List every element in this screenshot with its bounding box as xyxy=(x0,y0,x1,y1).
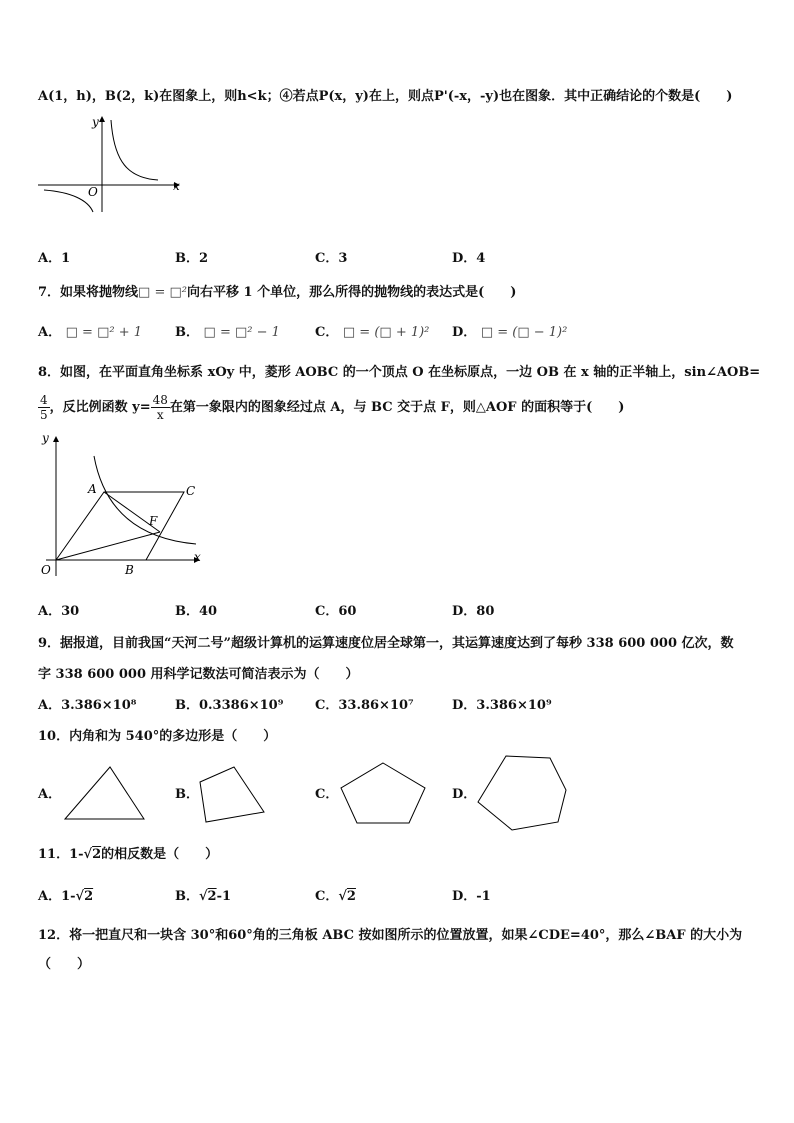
q7-option-c[interactable]: C． □ = (□ + 1)² xyxy=(315,325,430,340)
q8-option-c[interactable]: C．60 xyxy=(315,604,357,619)
q6-origin-label: O xyxy=(88,185,98,199)
q6-y-label: y xyxy=(92,115,99,129)
q6-option-a[interactable]: A．1 xyxy=(38,251,71,266)
q11-option-d[interactable]: D．-1 xyxy=(452,889,491,904)
q7-formula: □ = □² xyxy=(138,285,187,300)
q8-option-b[interactable]: B．40 xyxy=(175,604,218,619)
q6-option-b[interactable]: B．2 xyxy=(175,251,209,266)
q9-option-a[interactable]: A．3.386×10⁸ xyxy=(38,698,137,713)
q9-option-c[interactable]: C．33.86×10⁷ xyxy=(315,698,414,713)
q8-origin-label: O xyxy=(41,563,51,577)
q8-line2: $\frac{4}{5}$ ，反比例函数 y= $\frac{48}{x}$ 在第一象限内的图象经过点 A，与 BC 交于点 F，则△AOF 的面积等于( ) xyxy=(40,393,625,422)
q6-option-c[interactable]: C．3 xyxy=(315,251,348,266)
q11-text: 11．1-√2的相反数是（ ） xyxy=(38,847,219,862)
q9-option-b[interactable]: B．0.3386×10⁹ xyxy=(175,698,284,713)
q8-sin-fraction: $\frac{4}{5}$ xyxy=(40,393,48,422)
q11-option-c[interactable]: C．√2 xyxy=(315,889,356,904)
q11-option-a[interactable]: A．1-√2 xyxy=(38,889,94,904)
sqrt-icon: √2 xyxy=(338,889,356,904)
q6-x-label: x xyxy=(173,179,180,193)
q10-option-d[interactable]: D． xyxy=(452,787,477,802)
hexagon-shape xyxy=(474,752,570,834)
q9-option-d[interactable]: D．3.386×10⁹ xyxy=(452,698,552,713)
q10-option-c[interactable]: C． xyxy=(315,787,339,802)
q6-text: A(1，h)，B(2，k)在图象上，则h<k；④若点P(x，y)在上，则点P'(-x，-y)也在图象．其中正确结论的个数是( ) xyxy=(38,89,733,104)
q8-x-label: x xyxy=(194,550,201,564)
triangle-shape xyxy=(62,764,147,822)
q8-option-a[interactable]: A．30 xyxy=(38,604,80,619)
q7-stem: 7．如果将抛物线□ = □²向右平移 1 个单位，那么所得的抛物线的表达式是( ) xyxy=(38,285,517,300)
q8-option-d[interactable]: D．80 xyxy=(452,604,495,619)
q12-line1: 12．将一把直尺和一块含 30°和60°角的三角板 ABC 按如图所示的位置放置，如果∠CDE=40°，那么∠BAF 的大小为 xyxy=(38,928,743,943)
q6-option-d[interactable]: D．4 xyxy=(452,251,486,266)
q8-function-fraction: $\frac{48}{x}$ xyxy=(152,393,168,422)
q9-line2: 字 338 600 000 用科学记数法可简洁表示为（ ） xyxy=(38,667,359,682)
q7-option-b[interactable]: B． □ = □² − 1 xyxy=(175,325,280,340)
q9-line1: 9．据报道，目前我国“天河二号”超级计算机的运算速度位居全球第一，其运算速度达到了每秒 338 600 000 亿次，数 xyxy=(38,636,734,651)
q10-option-a[interactable]: A． xyxy=(38,787,62,802)
q8-point-b: B xyxy=(125,563,134,577)
q8-rhombus-graph xyxy=(36,430,206,578)
sqrt-icon: √2 xyxy=(75,889,94,904)
q7-option-d[interactable]: D． □ = (□ − 1)² xyxy=(452,325,568,340)
q8-line1: 8．如图，在平面直角坐标系 xOy 中，菱形 AOBC 的一个顶点 O 在坐标原点，一边 OB 在 x 轴的正半轴上，sin∠AOB= xyxy=(38,365,761,380)
q8-point-f: F xyxy=(149,514,158,528)
q8-point-a: A xyxy=(88,482,97,496)
q6-hyperbola-graph xyxy=(36,112,186,214)
sqrt-icon: √2 xyxy=(199,889,217,904)
q8-point-c: C xyxy=(186,484,196,498)
q12-line2: （ ） xyxy=(38,957,91,972)
q8-y-label: y xyxy=(42,431,49,445)
q10-text: 10．内角和为 540°的多边形是（ ） xyxy=(38,729,277,744)
pentagon-shape xyxy=(338,760,428,826)
q11-option-b[interactable]: B．√2-1 xyxy=(175,889,232,904)
quadrilateral-shape xyxy=(196,764,268,826)
q10-option-b[interactable]: B． xyxy=(175,787,199,802)
sqrt-icon: √2 xyxy=(83,847,102,862)
q7-option-a[interactable]: A． □ = □² + 1 xyxy=(38,325,142,340)
